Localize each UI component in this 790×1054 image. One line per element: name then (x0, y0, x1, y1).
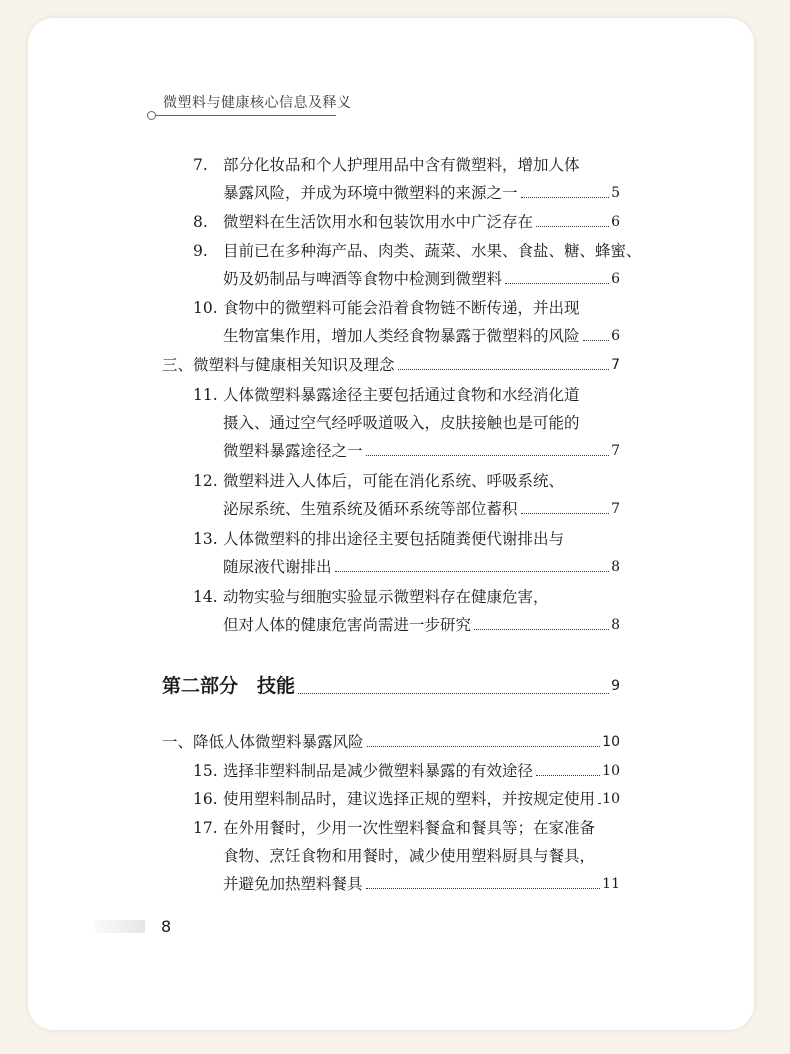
toc-page-number: 8 (611, 559, 620, 575)
toc-entry-number: 8. (193, 213, 208, 231)
toc-page-number: 10 (602, 734, 620, 750)
running-head: 微塑料与健康核心信息及释义 (163, 95, 352, 111)
toc-entry-text: 摄入、通过空气经呼吸道吸入，皮肤接触也是可能的 (223, 414, 580, 432)
toc-part-title: 第二部分 技能 (162, 675, 296, 697)
toc-part-heading (162, 673, 620, 699)
toc-entry-text: 在外用餐时，少用一次性塑料餐盒和餐具等；在家准备 (223, 819, 596, 837)
dot-leader (521, 513, 610, 514)
toc-entry-text: 动物实验与细胞实验显示微塑料存在健康危害， (223, 588, 549, 606)
toc-entry-text: 微塑料暴露途径之一 (223, 442, 363, 460)
toc-entry-text: 人体微塑料暴露途径主要包括通过食物和水经消化道 (223, 386, 580, 404)
dot-leader (398, 369, 610, 370)
toc-entry-text: 使用塑料制品时，建议选择正规的塑料，并按规定使用 (223, 790, 596, 808)
dot-leader (367, 746, 601, 747)
page-number: 8 (161, 917, 172, 936)
toc-entry-number: 7. (193, 156, 208, 174)
footer-bar (95, 920, 145, 933)
toc-entry-number: 14. (193, 588, 218, 606)
toc-page-number: 6 (611, 328, 620, 344)
toc-page-number: 7 (611, 357, 620, 373)
toc-page-number: 5 (611, 185, 620, 201)
toc-entry-number: 12. (193, 472, 218, 490)
toc-entry-text: 奶及奶制品与啤酒等食物中检测到微塑料 (223, 270, 503, 288)
toc-entry-number: 13. (193, 530, 218, 548)
toc-entry (223, 326, 620, 346)
toc-section-title: 三、微塑料与健康相关知识及理念 (162, 356, 395, 374)
toc-entry (223, 789, 620, 809)
toc-entry-text: 部分化妆品和个人护理用品中含有微塑料，增加人体 (223, 156, 580, 174)
dot-leader (521, 197, 610, 198)
toc-entry-number: 17. (193, 819, 218, 837)
dot-leader (536, 226, 609, 227)
toc-entry (223, 212, 620, 232)
toc-entry-text: 食物中的微塑料可能会沿着食物链不断传递，并出现 (223, 299, 580, 317)
toc-section (162, 355, 620, 375)
toc-entry-text: 暴露风险，并成为环境中微塑料的来源之一 (223, 184, 518, 202)
toc-page-number: 11 (602, 876, 620, 892)
toc-entry-text: 目前已在多种海产品、肉类、蔬菜、水果、食盐、糖、蜂蜜、 (223, 242, 642, 260)
toc-section-title: 一、降低人体微塑料暴露风险 (162, 733, 364, 751)
toc-page-number: 10 (602, 791, 620, 807)
toc-entry-text: 但对人体的健康危害尚需进一步研究 (223, 616, 472, 634)
header-ornament-icon (147, 111, 156, 120)
toc-page-number: 7 (611, 501, 620, 517)
toc-page-number: 7 (611, 443, 620, 459)
toc-entry-text: 人体微塑料的排出途径主要包括随粪便代谢排出与 (223, 530, 565, 548)
toc-page-number: 9 (611, 678, 620, 694)
toc-page-number: 10 (602, 763, 620, 779)
toc-page-number: 8 (611, 617, 620, 633)
dot-leader (474, 629, 609, 630)
toc-entry (223, 874, 620, 894)
toc-page-number: 6 (611, 271, 620, 287)
dot-leader (505, 283, 609, 284)
toc-entry-text: 随尿液代谢排出 (223, 558, 332, 576)
toc-entry (223, 615, 620, 635)
dot-leader (583, 340, 610, 341)
toc-entry-number: 10. (193, 299, 218, 317)
dot-leader (298, 693, 609, 694)
toc-entry-text: 泌尿系统、生殖系统及循环系统等部位蓄积 (223, 500, 518, 518)
header-rule (154, 115, 336, 116)
toc-page-number: 6 (611, 214, 620, 230)
toc-entry (223, 183, 620, 203)
toc-entry-text: 微塑料进入人体后，可能在消化系统、呼吸系统、 (223, 472, 565, 490)
toc-section (162, 732, 620, 752)
dot-leader (366, 888, 601, 889)
toc-entry-text: 并避免加热塑料餐具 (223, 875, 363, 893)
dot-leader (366, 455, 610, 456)
toc-entry-number: 16. (193, 790, 218, 808)
toc-entry (223, 441, 620, 461)
toc-entry (223, 269, 620, 289)
toc-entry (223, 557, 620, 577)
toc-entry-number: 11. (193, 386, 218, 404)
toc-entry-text: 食物、烹饪食物和用餐时，减少使用塑料厨具与餐具， (223, 847, 596, 865)
toc-entry-text: 选择非塑料制品是减少微塑料暴露的有效途径 (223, 762, 534, 780)
toc-entry (223, 761, 620, 781)
toc-entry-text: 生物富集作用，增加人类经食物暴露于微塑料的风险 (223, 327, 580, 345)
dot-leader (536, 775, 600, 776)
toc-entry-number: 15. (193, 762, 218, 780)
toc-entry-text: 微塑料在生活饮用水和包装饮用水中广泛存在 (223, 213, 534, 231)
dot-leader (335, 571, 610, 572)
toc-entry (223, 499, 620, 519)
dot-leader (598, 803, 600, 804)
toc-entry-number: 9. (193, 242, 208, 260)
